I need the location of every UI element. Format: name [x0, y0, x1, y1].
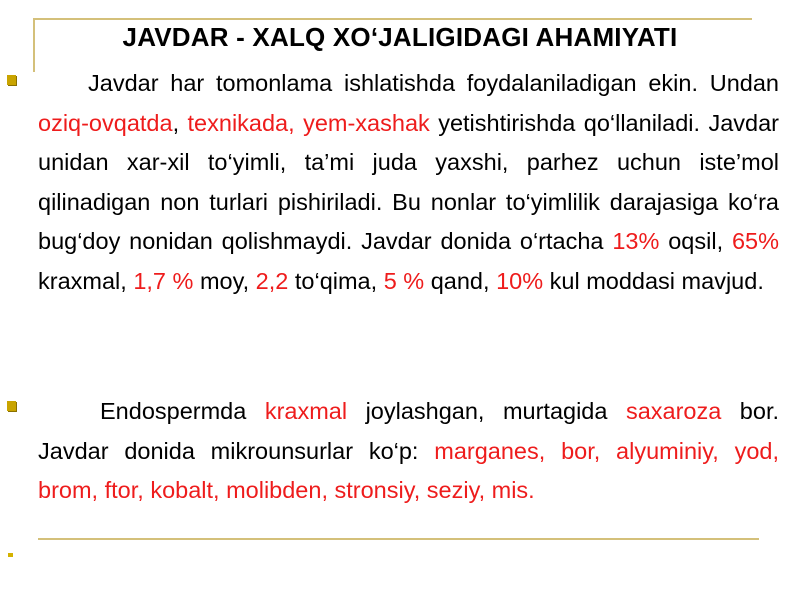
text-segment: bor. Javdar donida mikrounsurlar ko‘p: — [38, 398, 780, 464]
text-segment: , — [172, 109, 188, 136]
highlighted-term: kraxmal — [264, 398, 348, 424]
highlighted-term: texnikada, yem-xashak — [187, 109, 430, 136]
text-segment: Javdar har tomonlama ishlatishda foydalaniladigan ekin. Undan — [88, 70, 779, 96]
highlighted-term: 65% — [731, 228, 779, 254]
bullet-icon-2 — [7, 401, 16, 411]
text-segment: kraxmal, — [38, 267, 134, 294]
bottom-rule — [38, 538, 759, 540]
highlighted-term: 2,2 — [255, 267, 289, 294]
bottom-bullet-icon — [8, 553, 13, 557]
text-segment: yetishtirishda qo‘llaniladi. Javdar unidan xar-xil to‘yimli, ta’mi juda yaxshi, parhez uchun iste’mol qilinadigan non turlari pishiriladi. Bu nonlar to‘yimlilik darajasiga ko‘ra bug‘doy nonidan qolishmaydi. Javdar donida o‘rtacha — [38, 109, 779, 254]
text-segment: kul moddasi mavjud. — [543, 267, 764, 294]
text-segment: to‘qima, — [288, 267, 384, 294]
text-segment: moy, — [193, 267, 256, 294]
text-segment: oqsil, — [659, 228, 732, 254]
highlighted-term: 10% — [496, 267, 544, 294]
highlighted-term: 5 % — [383, 267, 425, 294]
top-rule — [33, 18, 752, 20]
text-segment: qand, — [424, 267, 497, 294]
highlighted-term: 1,7 % — [133, 267, 194, 294]
text-segment: Endospermda — [100, 398, 265, 424]
highlighted-term: 13% — [612, 228, 660, 254]
slide-title: JAVDAR - XALQ XO‘JALIGIDAGI AHAMIYATI — [122, 22, 678, 52]
text-segment: joylashgan, murtagida — [347, 398, 626, 424]
highlighted-term: saxaroza — [625, 398, 722, 424]
highlighted-term: oziq-ovqatda — [38, 109, 173, 136]
paragraph-1 — [38, 64, 779, 301]
paragraph-2 — [38, 392, 779, 511]
highlighted-term: marganes, bor, alyuminiy, yod, brom, ftor, kobalt, molibden, stronsiy, seziy, mis. — [38, 437, 779, 503]
bullet-icon-1 — [7, 75, 16, 85]
